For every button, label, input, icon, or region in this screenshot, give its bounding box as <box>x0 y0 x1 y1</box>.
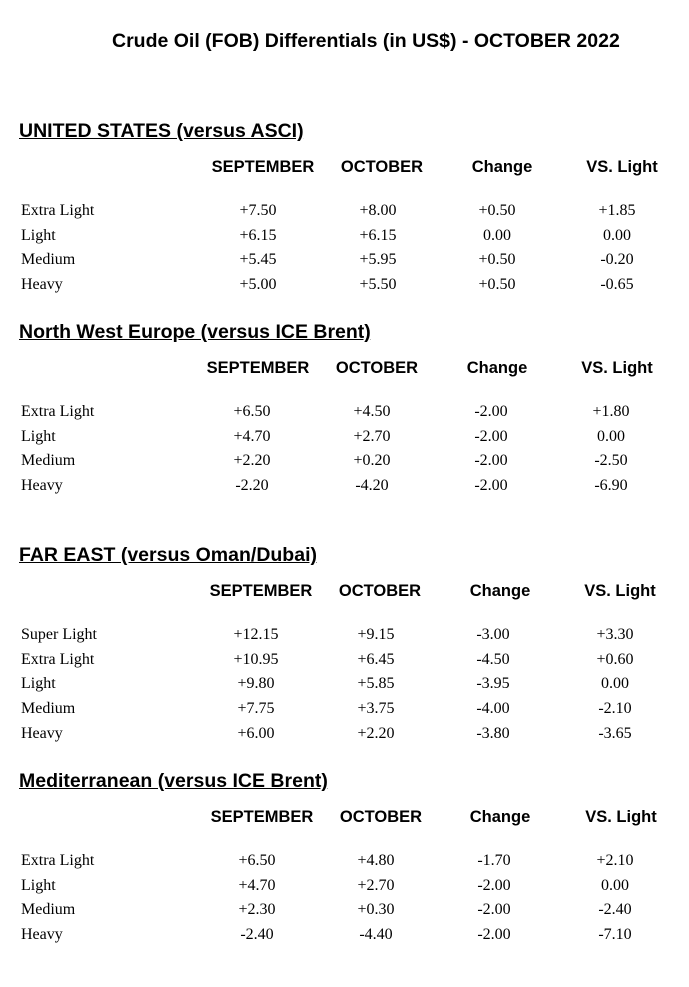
september-value: +9.80 <box>237 675 275 693</box>
grade-label: Heavy <box>21 926 63 944</box>
change-value: -3.95 <box>476 675 510 693</box>
october-value: -4.20 <box>355 477 389 495</box>
col-header-change: Change <box>466 359 528 377</box>
table-row <box>0 675 689 699</box>
october-value: +5.50 <box>359 276 397 294</box>
section-title: North West Europe (versus ICE Brent) <box>19 321 371 343</box>
october-value: +9.15 <box>357 626 395 643</box>
col-header-october: OCTOBER <box>335 359 419 377</box>
october-value: +8.00 <box>359 202 397 219</box>
september-value: +6.00 <box>237 724 275 742</box>
table-row <box>0 852 689 876</box>
table-row <box>0 901 689 925</box>
vs-light-value: -6.90 <box>594 477 628 495</box>
grade-label: Extra Light <box>21 650 95 668</box>
col-header-september: SEPTEMBER <box>206 359 310 377</box>
vs-light-value: -2.50 <box>594 452 628 470</box>
change-value: -2.00 <box>477 926 511 944</box>
october-value: +4.80 <box>357 852 395 869</box>
section-title: Mediterranean (versus ICE Brent) <box>19 770 328 792</box>
october-value: +0.30 <box>357 901 395 919</box>
vs-light-value: 0.00 <box>601 675 629 693</box>
col-header-october: OCTOBER <box>338 582 422 600</box>
section-title: FAR EAST (versus Oman/Dubai) <box>19 544 317 566</box>
september-value: +2.30 <box>238 901 276 919</box>
table-row <box>0 403 689 427</box>
table-row <box>0 251 689 275</box>
col-header-september: SEPTEMBER <box>210 808 314 826</box>
vs-light-value: +2.10 <box>596 852 634 869</box>
change-value: -2.00 <box>474 427 508 445</box>
vs-light-value: 0.00 <box>597 427 625 445</box>
october-value: +5.95 <box>359 251 397 269</box>
change-value: -2.00 <box>477 901 511 919</box>
october-value: +4.50 <box>353 403 391 420</box>
september-value: +6.15 <box>239 226 277 244</box>
september-value: +6.50 <box>238 852 276 869</box>
october-value: +6.15 <box>359 226 397 244</box>
grade-label: Extra Light <box>21 202 95 219</box>
september-value: -2.40 <box>240 926 274 944</box>
october-value: +2.70 <box>357 876 395 894</box>
grade-label: Medium <box>21 452 76 470</box>
change-value: -2.00 <box>474 477 508 495</box>
vs-light-value: 0.00 <box>601 876 629 894</box>
table-row <box>0 477 689 501</box>
change-value: -1.70 <box>477 852 511 869</box>
change-value: -2.00 <box>477 876 511 894</box>
october-value: -4.40 <box>359 926 393 944</box>
table-row <box>0 202 689 226</box>
change-value: +0.50 <box>478 276 516 294</box>
vs-light-value: -3.65 <box>598 724 632 742</box>
col-header-september: SEPTEMBER <box>209 582 313 600</box>
september-value: +12.15 <box>233 626 279 643</box>
grade-label: Heavy <box>21 276 63 294</box>
table-row <box>0 926 689 950</box>
grade-label: Extra Light <box>21 852 95 869</box>
grade-label: Extra Light <box>21 403 95 420</box>
change-value: -3.80 <box>476 724 510 742</box>
september-value: -2.20 <box>235 477 269 495</box>
vs-light-value: 0.00 <box>603 226 631 244</box>
col-header-change: Change <box>469 582 531 600</box>
change-value: +0.50 <box>478 251 516 269</box>
grade-label: Light <box>21 675 56 693</box>
col-header-october: OCTOBER <box>340 158 424 176</box>
table-row <box>0 725 689 749</box>
grade-label: Heavy <box>21 477 63 495</box>
october-value: +3.75 <box>357 700 395 718</box>
grade-label: Medium <box>21 251 76 269</box>
september-value: +7.50 <box>239 202 277 219</box>
col-header-vs-light: VS. Light <box>584 582 656 600</box>
table-row <box>0 626 689 650</box>
september-value: +5.45 <box>239 251 277 269</box>
september-value: +6.50 <box>233 403 271 420</box>
vs-light-value: +1.80 <box>592 403 630 420</box>
vs-light-value: +3.30 <box>596 626 634 643</box>
september-value: +7.75 <box>237 700 275 718</box>
october-value: +5.85 <box>357 675 395 693</box>
vs-light-value: -2.10 <box>598 700 632 718</box>
table-row <box>0 651 689 675</box>
september-value: +4.70 <box>238 876 276 894</box>
grade-label: Light <box>21 427 56 445</box>
section-title: UNITED STATES (versus ASCI) <box>19 120 304 142</box>
change-value: +0.50 <box>478 202 516 219</box>
september-value: +5.00 <box>239 276 277 294</box>
change-value: -4.00 <box>476 700 510 718</box>
col-header-september: SEPTEMBER <box>211 158 315 176</box>
change-value: -2.00 <box>474 403 508 420</box>
vs-light-value: -0.65 <box>600 276 634 294</box>
october-value: +0.20 <box>353 452 391 470</box>
vs-light-value: -0.20 <box>600 251 634 269</box>
october-value: +2.20 <box>357 724 395 742</box>
change-value: -3.00 <box>476 626 510 643</box>
table-row <box>0 276 689 300</box>
september-value: +2.20 <box>233 452 271 470</box>
col-header-vs-light: VS. Light <box>581 359 653 377</box>
grade-label: Super Light <box>21 626 97 643</box>
table-row <box>0 452 689 476</box>
october-value: +2.70 <box>353 427 391 445</box>
col-header-october: OCTOBER <box>339 808 423 826</box>
grade-label: Heavy <box>21 724 63 742</box>
grade-label: Light <box>21 876 56 894</box>
col-header-change: Change <box>471 158 533 176</box>
col-header-change: Change <box>469 808 531 826</box>
col-header-vs-light: VS. Light <box>585 808 657 826</box>
october-value: +6.45 <box>357 650 395 668</box>
vs-light-value: +1.85 <box>598 202 636 219</box>
change-value: -4.50 <box>476 650 510 668</box>
vs-light-value: -2.40 <box>598 901 632 919</box>
vs-light-value: -7.10 <box>598 926 632 944</box>
grade-label: Medium <box>21 700 76 718</box>
table-row <box>0 428 689 452</box>
col-header-vs-light: VS. Light <box>586 158 658 176</box>
vs-light-value: +0.60 <box>596 650 634 668</box>
table-row <box>0 700 689 724</box>
grade-label: Medium <box>21 901 76 919</box>
september-value: +4.70 <box>233 427 271 445</box>
change-value: -2.00 <box>474 452 508 470</box>
table-row <box>0 227 689 251</box>
document-title: Crude Oil (FOB) Differentials (in US$) - OCTOBER 2022 <box>112 30 620 52</box>
change-value: 0.00 <box>483 226 511 244</box>
september-value: +10.95 <box>233 650 279 668</box>
grade-label: Light <box>21 226 56 244</box>
table-row <box>0 877 689 901</box>
